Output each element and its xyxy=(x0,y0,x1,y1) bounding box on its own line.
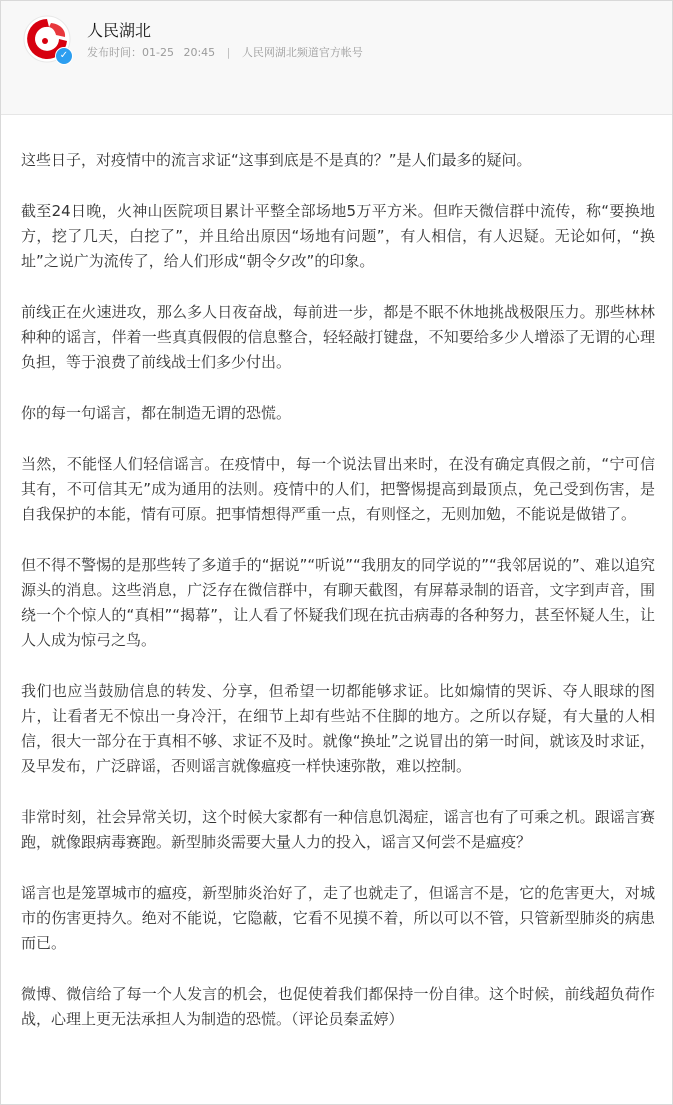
article-paragraph: 前线正在火速进攻，那么多人日夜奋战，每前进一步，都是不眠不休地挑战极限压力。那些林林种种的谣言，伴着一些真真假假的信息整合，轻轻敲打键盘，不知要给多少人增添了无谓的心理负担，等于浪费了前线战士们多少付出。 xyxy=(21,303,655,371)
article-paragraph: 谣言也是笼罩城市的瘟疫，新型肺炎治好了，走了也就走了，但谣言不是，它的危害更大，对城市的伤害更持久。绝对不能说，它隐蔽，它看不见摸不着，所以可以不管，只管新型肺炎的病患而已。 xyxy=(21,884,655,952)
account-description: 人民网湖北频道官方帐号 xyxy=(241,46,363,59)
article-paragraph: 微博、微信给了每一个人发言的机会，也促使着我们都保持一份自律。这个时候，前线超负荷作战，心理上更无法承担人为制造的恐慌。（评论员秦孟婷） xyxy=(21,985,655,1028)
publish-date: 01-25 xyxy=(142,46,174,59)
meta-divider: | xyxy=(226,46,231,59)
publish-time: 20:45 xyxy=(183,46,216,59)
publish-label: 发布时间： xyxy=(87,46,142,59)
verified-badge-icon: ✓ xyxy=(55,47,73,65)
article-body xyxy=(21,148,655,1058)
post-meta xyxy=(87,44,363,60)
article-paragraph: 非常时刻，社会异常关切，这个时候大家都有一种信息饥渴症，谣言也有了可乘之机。跟谣言赛跑，就像跟病毒赛跑。新型肺炎需要大量人力的投入，谣言又何尝不是瘟疫？ xyxy=(21,808,655,851)
article-paragraph: 我们也应当鼓励信息的转发、分享，但希望一切都能够求证。比如煽情的哭诉、夺人眼球的图片，让看者无不惊出一身冷汗，在细节上却有些站不住脚的地方。之所以存疑，有大量的人相信，很大一部分在于真相不够、求证不及时。就像“换址”之说冒出的第一时间，就该及时求证，及早发布，广泛辟谣，否则谣言就像瘟疫一样快速弥散，难以控制。 xyxy=(21,682,655,775)
article-paragraph: 你的每一句谣言，都在制造无谓的恐慌。 xyxy=(21,404,292,422)
article-paragraph: 截至24日晚，火神山医院项目累计平整全部场地5万平方米。但昨天微信群中流传，称“要换地方，挖了几天，白挖了”，并且给出原因“场地有问题”，有人相信，有人迟疑。无论如何，“换址”之说广为流传了，给人们形成“朝令夕改”的印象。 xyxy=(21,202,655,270)
article-paragraph: 当然，不能怪人们轻信谣言。在疫情中，每一个说法冒出来时，在没有确定真假之前，“宁可信其有，不可信其无”成为通用的法则。疫情中的人们，把警惕提高到最顶点，免己受到伤害，是自我保护的本能，情有可原。把事情想得严重一点，有则怪之，无则加勉，不能说是做错了。 xyxy=(21,455,655,523)
account-name[interactable]: 人民湖北 xyxy=(87,21,152,40)
post-header xyxy=(1,1,672,115)
article-paragraph: 但不得不警惕的是那些转了多道手的“据说”“听说”“我朋友的同学说的”“我邻居说的”、难以追究源头的消息。这些消息，广泛存在微信群中，有聊天截图，有屏幕录制的语音，文字到声音，围绕一个个惊人的“真相”“揭幕”，让人看了怀疑我们现在抗击病毒的各种努力，甚至怀疑人生，让人人成为惊弓之鸟。 xyxy=(21,556,655,649)
article-paragraph: 这些日子，对疫情中的流言求证“这事到底是不是真的？”是人们最多的疑问。 xyxy=(21,151,532,169)
